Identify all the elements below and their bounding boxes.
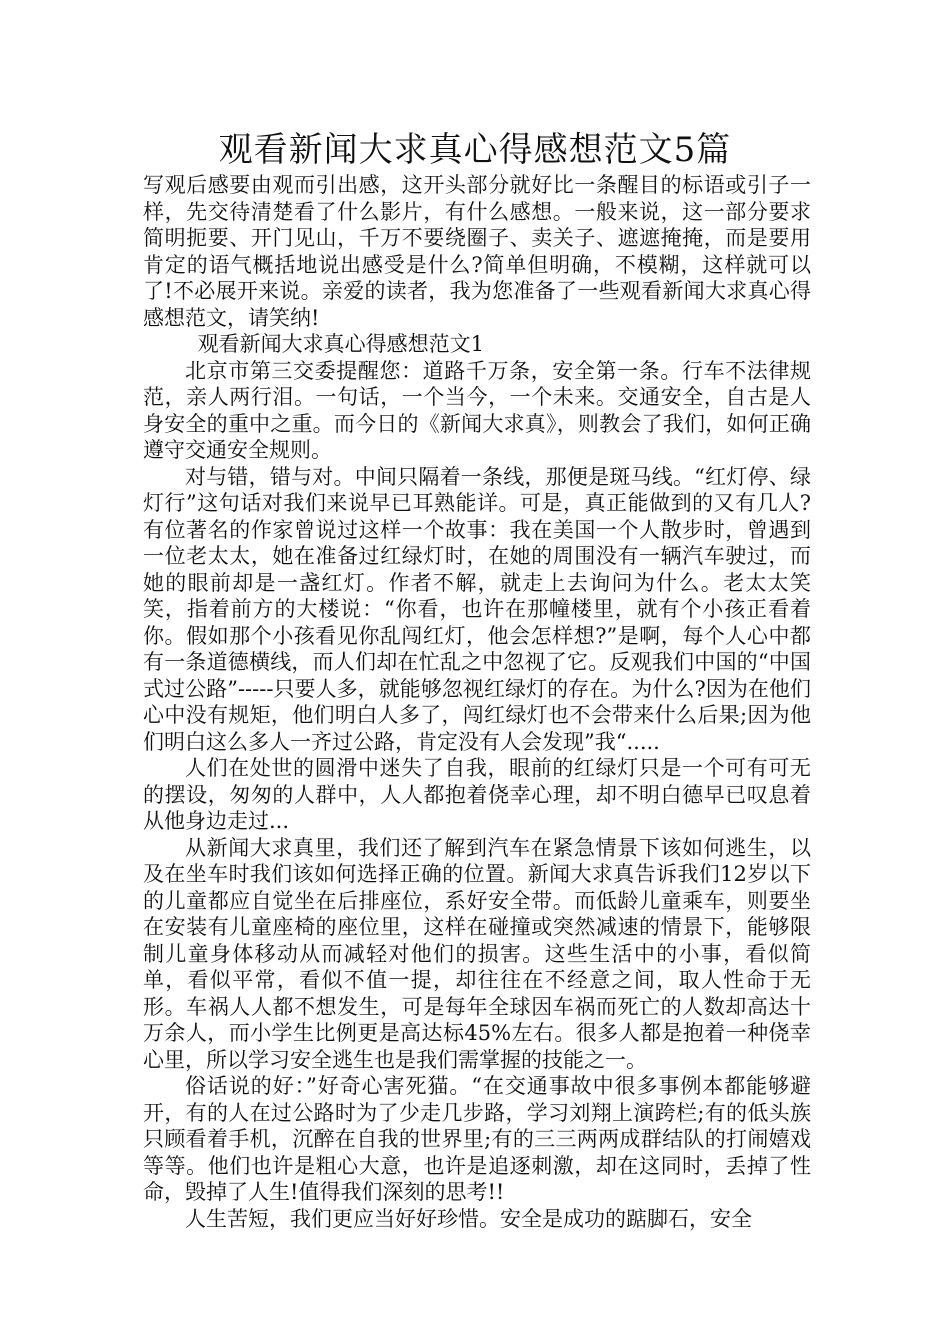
body-paragraph: 对与错，错与对。中间只隔着一条线，那便是斑马线。“红灯停、绿灯行”这句话对我们来说早已耳熟能详。可是，真正能做到的又有几人?有位著名的作家曾说过这样一个故事：我在美国一个人散步时，曾遇到一位老太太，她在准备过红绿灯时，在她的周围没有一辆汽车驶过，而她的眼前却是一盏红灯。作者不解，就走上去询问为什么。老太太笑笑，指着前方的大楼说：“你看，也许在那幢楼里，就有个小孩正看着你。假如那个小孩看见你乱闯红灯，他会怎样想?”是啊，每个人心中都有一条道德横线，而人们却在忙乱之中忽视了它。反观我们中国的“中国式过公路”-----只要人多，就能够忽视红绿灯的存在。为什么?因为在他们心中没有规矩，他们明白人多了，闯红绿灯也不会带来什么后果;因为他们明白这么多人一齐过公路，肯定没有人会发现”我“..... (143, 464, 811, 754)
body-paragraph: 人生苦短，我们更应当好好珍惜。安全是成功的踮脚石，安全 (185, 1206, 752, 1231)
body-paragraph: 俗话说的好：”好奇心害死猫。“在交通事故中很多事例本都能够避开，有的人在过公路时为了少走几步路，学习刘翔上演跨栏;有的低头族只顾看着手机，沉醉在自我的世界里;有的三三两两成群结队的打闹嬉戏等等。他们也许是粗心大意，也许是追逐刺激，却在这同时，丢掉了性命，毁掉了人生!值得我们深刻的思考!! (143, 1074, 811, 1204)
body-paragraph: 北京市第三交委提醒您：道路千万条，安全第一条。行车不法律规范，亲人两行泪。一句话，一个当今，一个未来。交通安全，自古是人身安全的重中之重。而今日的《新闻大求真》，则教会了我们，如何正确遵守交通安全规则。 (143, 358, 811, 462)
document-body (143, 172, 811, 1232)
body-paragraph: 从新闻大求真里，我们还了解到汽车在紧急情景下该如何逃生，以及在坐车时我们该如何选择正确的位置。新闻大求真告诉我们12岁以下的儿童都应自觉坐在后排座位，系好安全带。而低龄儿童乘车，则要坐在安装有儿童座椅的座位里，这样在碰撞或突然减速的情景下，能够限制儿童身体移动从而减轻对他们的损害。这些生活中的小事，看似简单，看似平常，看似不值一提，却往往在不经意之间，取人性命于无形。车祸人人都不想发生，可是每年全球因车祸而死亡的人数却高达十万余人，而小学生比例更是高达标45%左右。很多人都是抱着一种侥幸心里，所以学习安全逃生也是我们需掌握的技能之一。 (143, 835, 811, 1072)
document-title: 观看新闻大求真心得感想范文5篇 (218, 130, 732, 170)
section-heading: 观看新闻大求真心得感想范文1 (197, 332, 484, 356)
intro-paragraph: 写观后感要由观而引出感，这开头部分就好比一条醒目的标语或引子一样，先交待清楚看了什么影片，有什么感想。一般来说，这一部分要求简明扼要、开门见山，千万不要绕圈子、卖关子、遮遮掩掩，而是要用肯定的语气概括地说出感受是什么?简单但明确，不模糊，这样就可以了!不必展开来说。亲爱的读者，我为您准备了一些观看新闻大求真心得感想范文，请笑纳! (143, 173, 811, 330)
body-paragraph: 人们在处世的圆滑中迷失了自我，眼前的红绿灯只是一个可有可无的摆设，匆匆的人群中，人人都抱着侥幸心理，却不明白德早已叹息着从他身边走过... (143, 756, 811, 833)
